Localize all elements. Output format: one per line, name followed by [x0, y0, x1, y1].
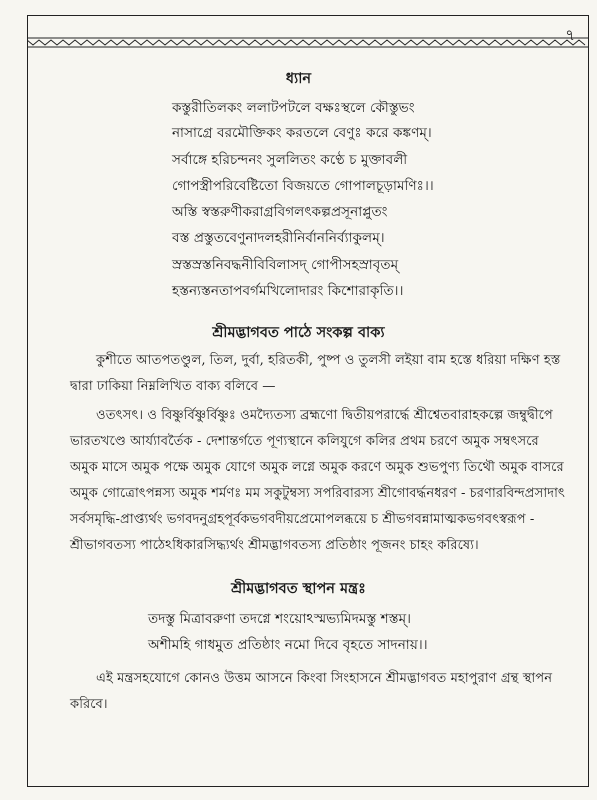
section-title-sankalpa: শ্রীমদ্ভাগবত পাঠে সংকল্প বাক্য [212, 324, 385, 341]
sankalpa-line: ভারতখণ্ডে আর্য্যাবর্তৈক - দেশান্তর্গতে পূণ্যস্থানে কলিযুগে কলির প্রথম চরণে অমুক সম্বৎসরে [70, 434, 539, 449]
dhyan-line: গোপস্ত্রীপরিবেষ্টিতো বিজয়তে গোপালচূড়ামণিঃ।। [172, 178, 434, 194]
mantra-line: তদস্তু মিত্রাবরুণা তদগ্নে শংয়োঽস্মভ্যমিদমস্তু শস্তম্। [148, 611, 412, 627]
dhyan-line: অস্তি স্বস্তরুণীকরাগ্রবিগলৎকল্পপ্রসূনাপ্লুতং [172, 204, 388, 220]
mantra-line: অশীমহি গাধমুত প্রতিষ্ঠাং নমো দিবে বৃহতে সাদনায়।। [148, 637, 428, 653]
header-rule [27, 37, 589, 49]
section-title-dhyan: ধ্যান [285, 70, 312, 87]
sankalpa-line: অমুক গোত্রোৎপন্নস্য অমুক শর্মণঃ মম সকুটুম্বস্য সপরিবারস্য শ্রীগোবর্দ্ধনধরণ - চরণারবিন্দপ্রসাদাৎ [70, 486, 565, 501]
page-number: ৭ [565, 26, 575, 44]
dhyan-line: স্রস্তস্রস্তনিবদ্ধনীবিবিলাসদ্ গোপীসহস্রাবৃতম্ [172, 257, 399, 273]
sankalpa-line: অমুক মাসে অমুক পক্ষে অমুক যোগে অমুক লগ্নে অমুক করণে অমুক শুভপুণ্য তিথৌ অমুক বাসরে [70, 460, 564, 475]
closing-line: করিবে। [70, 697, 108, 712]
dhyan-line: বস্ত প্রস্তুতবেণুনাদলহরীনির্বাননির্ব্যাকুলম্। [172, 230, 385, 246]
dhyan-line: কস্তুরীতিলকং ললাটপটলে বক্ষঃস্থলে কৌস্তুভং [172, 100, 415, 116]
dhyan-line: নাসাগ্রে বরমৌক্তিকং করতলে বেণুঃ করে কঙ্কণম্। [172, 125, 432, 141]
intro-line: দ্বারা ঢাকিয়া নিম্নলিখিত বাক্য বলিবে — [70, 379, 276, 394]
sankalpa-line: ওতৎসৎ। ও বিষ্ণুর্বিষ্ণুর্বিষ্ণুঃ ওমদ্যৈতস্য ব্রহ্মণো দ্বিতীয়পরার্দ্ধে শ্রীশ্বেতবারাহকল্পে জম্বুদ্বীপে [96, 408, 553, 423]
dhyan-line: সর্বাঙ্গে হরিচন্দনং সুললিতং কণ্ঠে চ মুক্তাবলী [172, 152, 408, 168]
intro-line: কুশীতে আতপতণ্ডুল, তিল, দুর্বা, হরিতকী, পুষ্প ও তুলসী লইয়া বাম হস্তে ধরিয়া দক্ষিণ হস্ত [96, 353, 561, 368]
dhyan-line: হস্তন্যস্তনতাপবর্গমখিলোদারং কিশোরাকৃতি।। [172, 283, 404, 299]
sankalpa-line: শ্রীভাগবতস্য পাঠেঽধিকারসিদ্ধ্যর্থং শ্রীমদ্ভাগবতস্য প্রতিষ্ঠাং পূজনং চাহং করিষ্যে। [70, 538, 479, 553]
section-title-sthapan: শ্রীমদ্ভাগবত স্থাপন মন্ত্রঃ [231, 580, 366, 597]
sankalpa-line: সর্বসমৃদ্ধি-প্রাপ্ত্যর্থং ভগবদনুগ্রহপূর্বকভগবদীয়প্রেমোপলব্ধয়ে চ শ্রীভগবন্নামাত্মকভগবৎস্বরূপ - [70, 512, 535, 527]
closing-line: এই মন্ত্রসহযোগে কোনও উত্তম আসনে কিংবা সিংহাসনে শ্রীমদ্ভাগবত মহাপুরাণ গ্রন্থ স্থাপন [96, 671, 553, 686]
